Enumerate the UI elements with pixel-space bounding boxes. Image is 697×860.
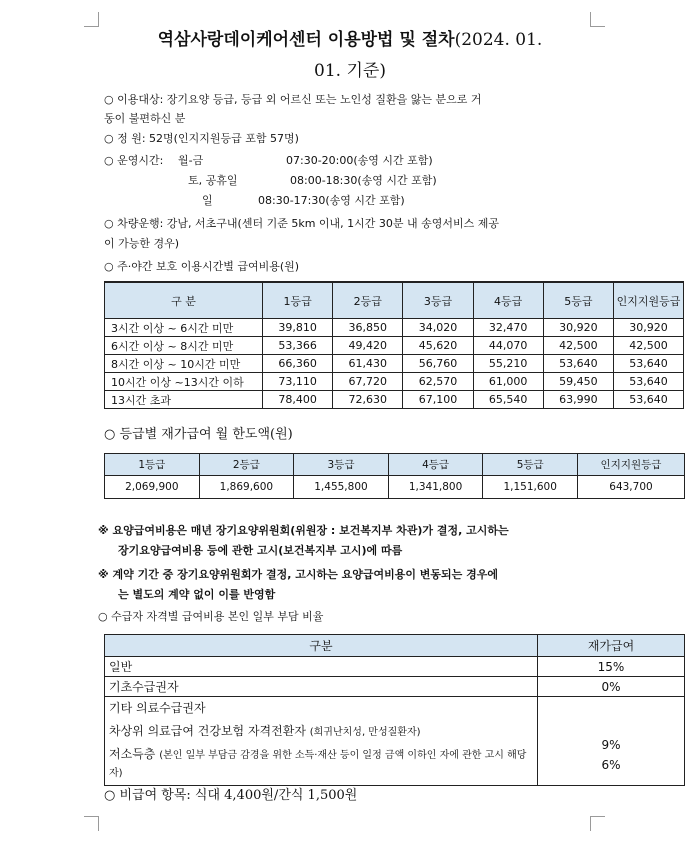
fee-cell: 72,630 — [333, 391, 403, 409]
fee-cell: 65,540 — [473, 391, 543, 409]
fee-cell: 34,020 — [403, 319, 473, 337]
care-fee-header-row — [105, 282, 684, 319]
burden-label-other — [105, 697, 538, 786]
crop-mark-bottom-right — [590, 816, 605, 831]
fee-cell: 56,760 — [403, 355, 473, 373]
care-fee-header: 1등급 — [263, 282, 333, 319]
non-covered-items: ○ 비급여 항목: 식대 4,400원/간식 1,500원 — [104, 788, 358, 803]
table-row — [105, 373, 684, 391]
fee-cell: 49,420 — [333, 337, 403, 355]
hours-time: 08:00-18:30(송영 시간 포함) — [290, 174, 437, 187]
burden-ratio-table — [104, 634, 685, 786]
limit-cell: 1,341,800 — [388, 476, 483, 499]
fee-cell: 73,110 — [263, 373, 333, 391]
table-row — [105, 355, 684, 373]
target-line-2: 동이 불편하신 분 — [104, 112, 186, 125]
care-fee-header: 구 분 — [105, 282, 263, 319]
crop-mark-bottom-left — [84, 816, 99, 831]
fee-cell: 61,000 — [473, 373, 543, 391]
limit-header-row — [105, 454, 685, 476]
page-title-line2 — [100, 55, 600, 87]
burden-label-note: (본인 일부 부담금 감경을 위한 소득·재산 등이 일정 금액 이하인 자에 관한 고시 해당자) — [109, 750, 527, 779]
table-row — [105, 657, 685, 677]
fee-cell: 53,640 — [614, 355, 684, 373]
table-row — [105, 677, 685, 697]
burden-heading: ○ 수급자 자격별 급여비용 본인 일부 부담 비율 — [98, 610, 324, 623]
page-title-date: (2024. 01. — [454, 30, 543, 50]
burden-value: 6% — [601, 758, 621, 772]
fee-cell: 63,990 — [543, 391, 613, 409]
fee-cell: 66,360 — [263, 355, 333, 373]
care-fee-header: 인지지원등급 — [614, 282, 684, 319]
burden-header: 재가급여 — [538, 635, 685, 657]
limit-header: 1등급 — [105, 454, 200, 476]
care-fee-header: 3등급 — [403, 282, 473, 319]
limit-heading: ○ 등급별 재가급여 월 한도액(원) — [104, 427, 293, 442]
limit-header: 인지지원등급 — [577, 454, 684, 476]
target-line-1: ○ 이용대상: 장기요양 등급, 등급 외 어르신 또는 노인성 질환을 앓는 분으로 거 — [104, 93, 482, 106]
fee-cell: 30,920 — [543, 319, 613, 337]
hours-label: ○ 운영시간: — [104, 154, 164, 167]
page-title — [100, 24, 600, 56]
table-row — [105, 476, 685, 499]
fee-cell: 53,640 — [614, 391, 684, 409]
fee-cell: 53,366 — [263, 337, 333, 355]
fee-cell: 62,570 — [403, 373, 473, 391]
burden-value: 15% — [538, 657, 685, 677]
fee-cell: 42,500 — [614, 337, 684, 355]
fee-heading: ○ 주·야간 보호 이용시간별 급여비용(원) — [104, 260, 300, 273]
row-label: 10시간 이상 ~13시간 이하 — [105, 373, 263, 391]
burden-label: 기타 의료수급권자 — [109, 701, 206, 715]
limit-header: 2등급 — [199, 454, 294, 476]
fee-cell: 42,500 — [543, 337, 613, 355]
care-fee-table — [104, 281, 684, 409]
burden-label: 차상위 의료급여 건강보험 자격전환자 — [109, 724, 306, 738]
care-fee-header: 2등급 — [333, 282, 403, 319]
note-1-line-2: 장기요양급여비용 등에 관한 고시(보건복지부 고시)에 따름 — [118, 544, 403, 557]
fee-cell: 59,450 — [543, 373, 613, 391]
table-row — [105, 319, 684, 337]
note-2-line-2: 는 별도의 계약 없이 이를 반영함 — [118, 588, 276, 601]
burden-header-row — [105, 635, 685, 657]
care-fee-header: 4등급 — [473, 282, 543, 319]
fee-cell: 32,470 — [473, 319, 543, 337]
limit-cell: 2,069,900 — [105, 476, 200, 499]
burden-values-other — [538, 697, 685, 786]
row-label: 3시간 이상 ~ 6시간 미만 — [105, 319, 263, 337]
hours-row-3 — [104, 191, 405, 210]
hours-row-1 — [104, 151, 433, 170]
limit-header: 3등급 — [294, 454, 389, 476]
limit-cell: 643,700 — [577, 476, 684, 499]
fee-cell: 61,430 — [333, 355, 403, 373]
note-1-line-1: ※ 요양급여비용은 매년 장기요양위원회(위원장 : 보건복지부 차관)가 결정, 고시하는 — [98, 524, 509, 537]
fee-cell: 67,720 — [333, 373, 403, 391]
vehicle-line-1: ○ 차량운행: 강남, 서초구내(센터 기준 5km 이내, 1시간 30분 내 송영서비스 제공 — [104, 217, 500, 230]
burden-label-note: (희귀난치성, 만성질환자) — [309, 727, 421, 738]
burden-label: 기초수급권자 — [105, 677, 538, 697]
fee-cell: 67,100 — [403, 391, 473, 409]
row-label: 6시간 이상 ~ 8시간 미만 — [105, 337, 263, 355]
row-label: 13시간 초과 — [105, 391, 263, 409]
fee-cell: 78,400 — [263, 391, 333, 409]
hours-day: 토, 공휴일 — [188, 174, 238, 187]
fee-cell: 45,620 — [403, 337, 473, 355]
burden-header: 구분 — [105, 635, 538, 657]
hours-row-2 — [104, 171, 437, 190]
burden-label: 일반 — [105, 657, 538, 677]
hours-day: 월-금 — [178, 154, 204, 167]
hours-time: 08:30-17:30(송영 시간 포함) — [258, 194, 405, 207]
table-row — [105, 337, 684, 355]
note-2-line-1: ※ 계약 기간 중 장기요양위원회가 결정, 고시하는 요양급여비용이 변동되는 경우에 — [98, 568, 498, 581]
table-row — [105, 391, 684, 409]
vehicle-line-2: 이 가능한 경우) — [104, 237, 180, 250]
burden-value: 9% — [601, 738, 621, 752]
limit-header: 5등급 — [483, 454, 578, 476]
capacity-line: ○ 정 원: 52명(인지지원등급 포함 57명) — [104, 132, 299, 145]
hours-time: 07:30-20:00(송영 시간 포함) — [286, 154, 433, 167]
fee-cell: 55,210 — [473, 355, 543, 373]
limit-cell: 1,869,600 — [199, 476, 294, 499]
fee-cell: 36,850 — [333, 319, 403, 337]
fee-cell: 53,640 — [614, 373, 684, 391]
burden-label-low — [109, 746, 533, 782]
monthly-limit-table — [104, 453, 685, 499]
limit-header: 4등급 — [388, 454, 483, 476]
table-row — [105, 697, 685, 786]
limit-cell: 1,151,600 — [483, 476, 578, 499]
burden-label-upper — [109, 722, 533, 742]
burden-label: 저소득층 — [109, 747, 156, 761]
row-label: 8시간 이상 ~ 10시간 미만 — [105, 355, 263, 373]
limit-cell: 1,455,800 — [294, 476, 389, 499]
page-title-main: 역삼사랑데이케어센터 이용방법 및 절차 — [157, 30, 455, 50]
fee-cell: 39,810 — [263, 319, 333, 337]
fee-cell: 44,070 — [473, 337, 543, 355]
fee-cell: 53,640 — [543, 355, 613, 373]
burden-value: 0% — [538, 677, 685, 697]
hours-day: 일 — [202, 194, 213, 207]
care-fee-header: 5등급 — [543, 282, 613, 319]
fee-cell: 30,920 — [614, 319, 684, 337]
page-title-date-cont: 01. 기준) — [314, 61, 386, 81]
crop-mark-top-left — [84, 12, 99, 27]
